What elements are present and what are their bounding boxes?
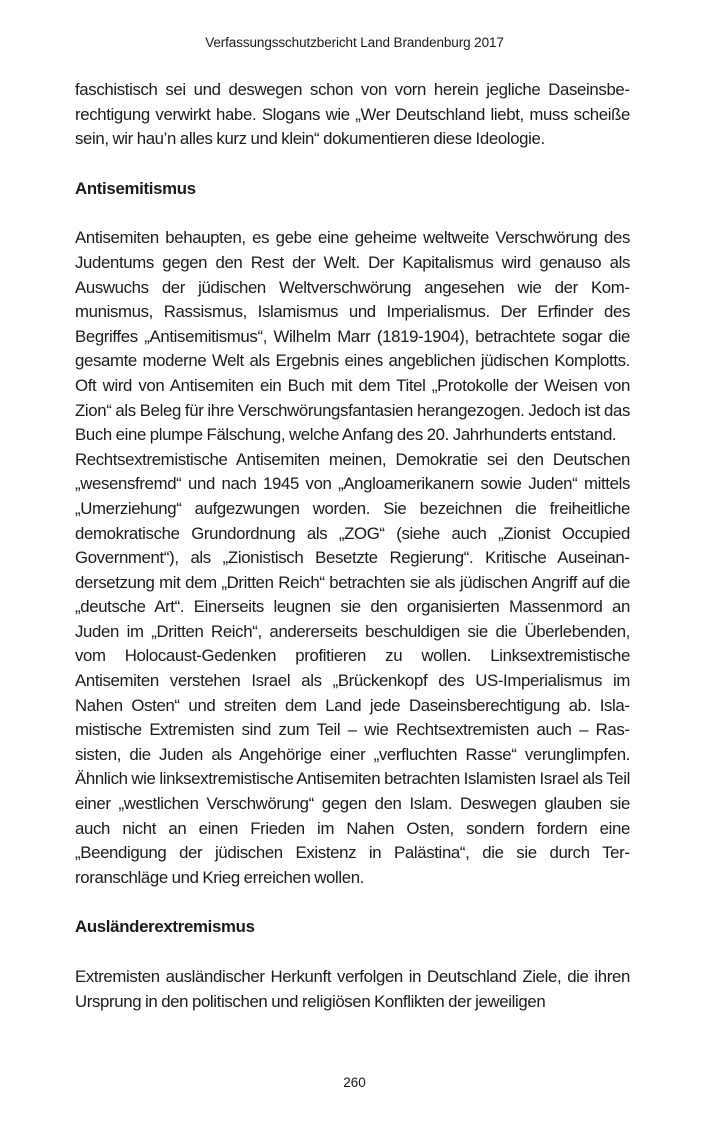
- paragraph-antisemitismus-2: Rechtsextremistische Antisemiten meinen, Demokratie sei den Deutschen „wesensfremd“ und nach 1945 von „Angloamerikanern sowie Juden“ mittels „Umerziehung“ aufgezwungen worden. Sie bezeichnen die freiheitliche demokratische Grundordnung als „ZOG“ (siehe auch „Zionist Occupied Government“), als „Zionistisch Besetzte Regierung“. Kritische Auseinandersetzung mit dem „Dritten Reich“ betrachten sie als jüdischen Angriff auf die „deutsche Art“. Einerseits leugnen sie den organisierten Massenmord an Juden im „Dritten Reich“, andererseits beschuldigen sie die Überlebenden, vom Holocaust-Gedenken profitieren zu wollen. Linksextremistische Antisemiten verstehen Israel als „Brückenkopf des US-Imperialismus im Nahen Osten“ und streiten dem Land jede Daseinsberechtigung ab. Islamistische Extremisten sind zum Teil – wie Rechtsextremisten auch – Rassisten, die Juden als Angehörige einer „verfluchten Rasse“ verunglimpfen. Ähnlich wie linksextremistische Antisemiten betrachten Islamisten Israel als Teil einer „westlichen Verschwörung“ gegen den Islam. Deswegen glauben sie auch nicht an einen Frieden im Nahen Osten, sondern fordern eine „Beendigung der jüdischen Existenz in Palästina“, die sie durch Terroranschläge und Krieg erreichen wollen.: [75, 449, 630, 887]
- paragraph-intro: faschistisch sei und deswegen schon von vorn herein jegliche Daseinsberechtigung verwirkt habe. Slogans wie „Wer Deutschland liebt, muss scheiße sein, wir hau’n alles kurz und klein“ dokumentieren diese Ideologie.: [75, 80, 630, 149]
- page-body: [75, 78, 630, 1014]
- page-number: 260: [343, 1075, 366, 1090]
- running-header: Verfassungsschutzbericht Land Brandenburg 2017: [205, 35, 504, 50]
- section-heading-antisemitismus: Antisemitismus: [75, 178, 196, 198]
- paragraph-auslaenderextremismus: Extremisten ausländischer Herkunft verfolgen in Deutschland Ziele, die ihren Ursprung in den politischen und religiösen Konflikten der jeweiligen: [75, 967, 630, 1011]
- paragraph-antisemitismus-1: Antisemiten behaupten, es gebe eine geheime weltweite Verschwörung des Judentums gegen den Rest der Welt. Der Kapitalismus wird genauso als Auswuchs der jüdischen Weltverschwörung angesehen wie der Kommunismus, Rassismus, Islamismus und Imperialismus. Der Erfinder des Begriffes „Antisemitismus“, Wilhelm Marr (1819-1904), betrachtete sogar die gesamte moderne Welt als Ergebnis eines angeblichen jüdischen Komplotts. Oft wird von Antisemiten ein Buch mit dem Titel „Protokolle der Weisen von Zion“ als Beleg für ihre Verschwörungsfantasien herangezogen. Jedoch ist das Buch eine plumpe Fälschung, welche Anfang des 20. Jahrhunderts entstand.: [75, 228, 630, 445]
- section-heading-auslaenderextremismus: Ausländerextremismus: [75, 917, 255, 937]
